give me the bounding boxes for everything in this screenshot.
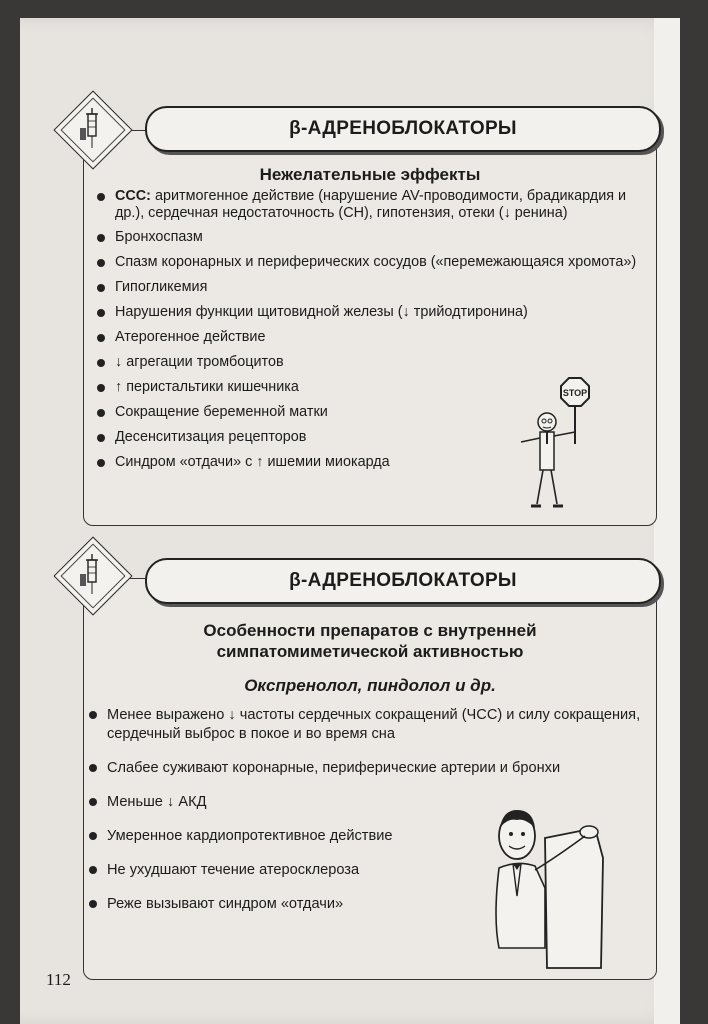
side-effect-item-text: Синдром «отдачи» с ↑ ишемии миокарда [115, 454, 390, 470]
section-title-banner [145, 106, 661, 152]
isa-feature-item: Менее выражено ↓ частоты сердечных сокращений (ЧСС) и силу сокращения, сердечный выброс в покое и во время сна [89, 706, 649, 744]
page-edge [654, 18, 680, 1024]
isa-heading-line1: Особенности препаратов с внутренней [203, 621, 537, 640]
side-effect-item-text: Спазм коронарных и периферических сосудов («перемежающаяся хромота») [115, 254, 637, 270]
side-effect-item-text: Бронхоспазм [115, 229, 203, 245]
syringe-diamond-icon [53, 536, 131, 614]
isa-heading-line2: симпатомиметической активностью [216, 642, 524, 661]
side-effect-item-text: Нарушения функции щитовидной железы (↓ трийодтиронина) [115, 304, 528, 320]
stop-sign-text: STOP [562, 388, 588, 398]
side-effect-item [97, 254, 647, 271]
book-page [20, 18, 680, 1024]
man-with-board [485, 798, 635, 970]
side-effect-item-text: Десенситизация рецепторов [115, 429, 307, 445]
side-effect-item-text: аритмогенное действие (нарушение AV-проводимости, брадикардия и др.), сердечная недостаточность (СН), гипотензия, отеки (↓ ренина) [115, 188, 627, 221]
side-effect-item-text: Сокращение беременной матки [115, 404, 328, 420]
section-title-banner [145, 558, 661, 604]
syringe-diamond-icon [53, 90, 131, 168]
side-effect-item [97, 188, 647, 222]
section-title: β-АДРЕНОБЛОКАТОРЫ [289, 570, 517, 591]
isa-heading [83, 620, 657, 662]
isa-feature-item: Меньше ↓ АКД [89, 793, 649, 812]
section-title: β-АДРЕНОБЛОКАТОРЫ [289, 118, 517, 139]
side-effects-heading: Нежелательные эффекты [259, 165, 481, 184]
side-effect-item-text: Атерогенное действие [115, 329, 266, 345]
side-effect-item-text: Гипогликемия [115, 279, 208, 295]
side-effect-item-text: ↓ агрегации тромбоцитов [115, 354, 284, 370]
side-effect-item [97, 329, 647, 346]
isa-feature-item: Умеренное кардиопротективное действие [89, 827, 649, 846]
side-effect-item [97, 354, 647, 371]
side-effect-item-label: ССС: [115, 188, 151, 204]
block-side-effects [53, 90, 657, 526]
side-effect-item [97, 279, 647, 296]
isa-feature-item: Реже вызывают синдром «отдачи» [89, 895, 649, 914]
block-isa-features [53, 536, 657, 980]
side-effect-item-text: ↑ перистальтики кишечника [115, 379, 299, 395]
page-number: 112 [46, 970, 71, 989]
stop-sign-man [517, 372, 627, 522]
isa-feature-item: Слабее суживают коронарные, периферические артерии и бронхи [89, 759, 649, 778]
side-effect-item [97, 304, 647, 321]
drug-names: Окспренолол, пиндолол и др. [244, 676, 496, 695]
side-effect-item [97, 229, 647, 246]
isa-feature-item: Не ухудшают течение атеросклероза [89, 861, 649, 880]
